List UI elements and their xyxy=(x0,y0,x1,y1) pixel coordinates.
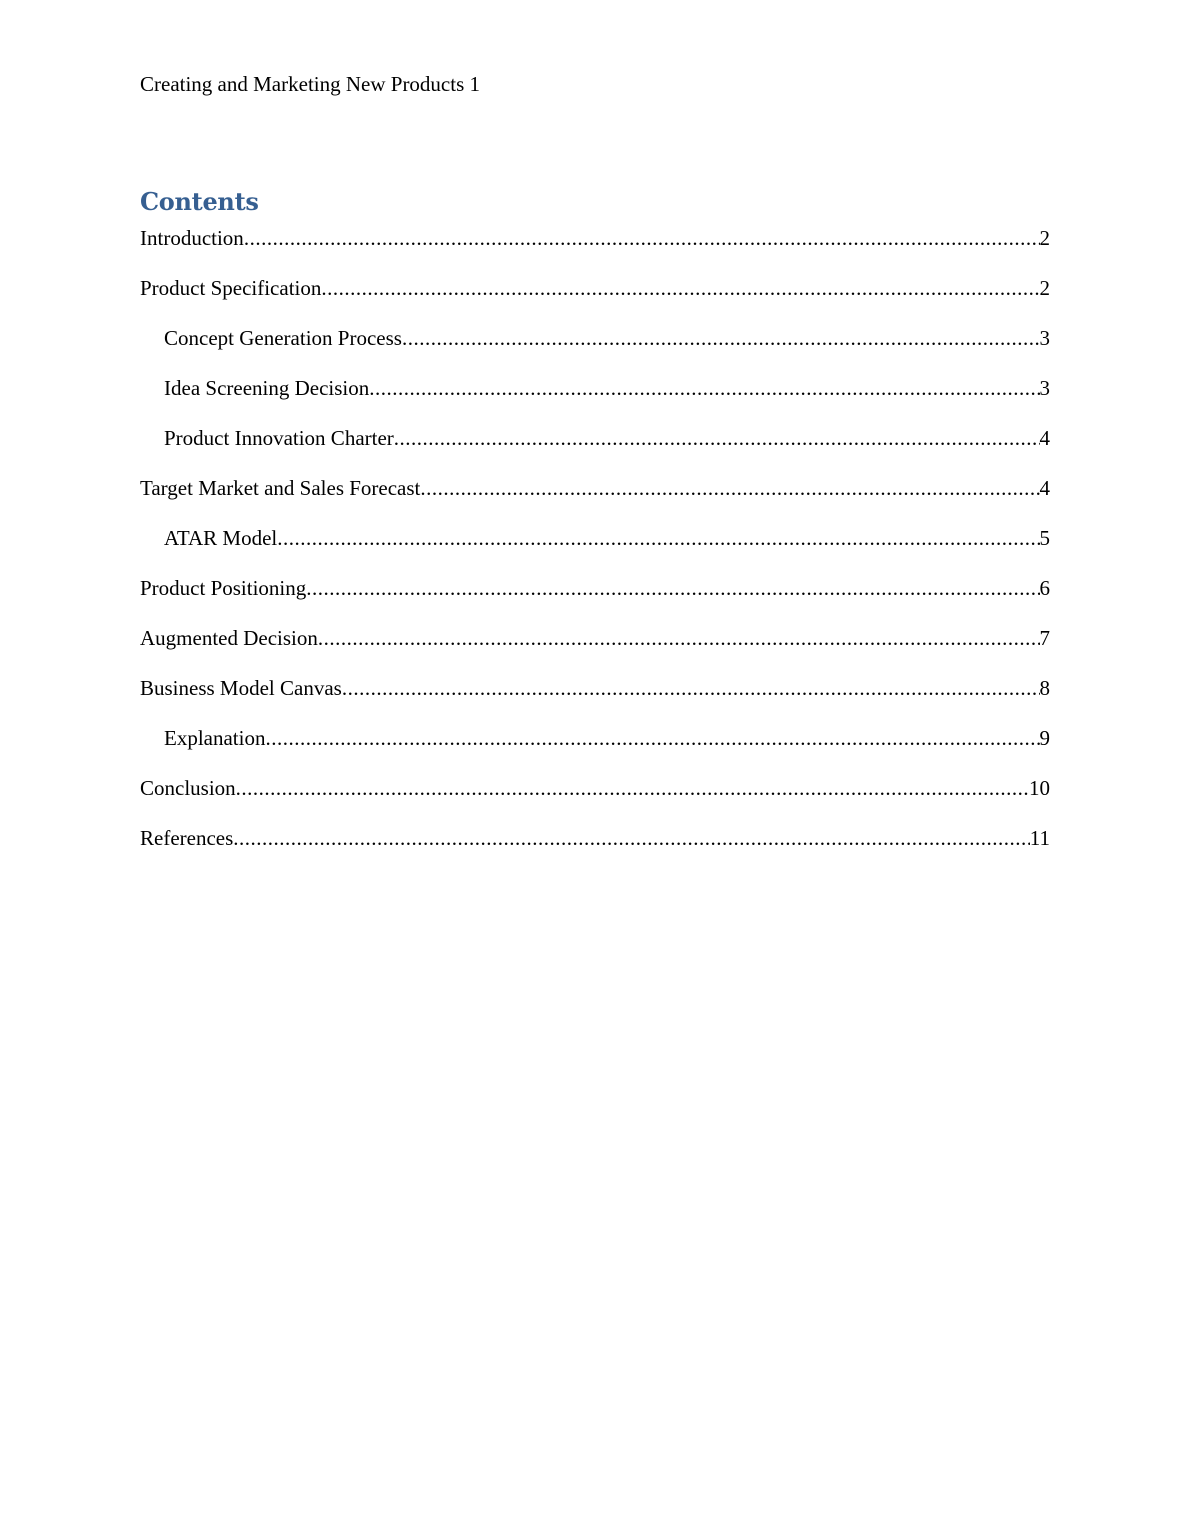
toc-entry-product-specification[interactable] xyxy=(140,274,1050,324)
toc-entry-references[interactable] xyxy=(140,824,1050,874)
dot-leader xyxy=(318,624,1040,652)
toc-entry-title: References xyxy=(140,826,234,850)
toc-entry-title: Product Positioning xyxy=(140,576,307,600)
toc-entry-page: 5 xyxy=(1039,526,1050,550)
toc-entry-page: 10 xyxy=(1029,776,1050,800)
dot-leader xyxy=(236,774,1029,802)
dot-leader xyxy=(277,524,1039,552)
dot-leader xyxy=(306,574,1039,602)
toc-entry-product-innovation-charter[interactable] xyxy=(140,424,1050,474)
toc-entry-title: Explanation xyxy=(164,726,266,750)
dot-leader xyxy=(420,474,1039,502)
dot-leader xyxy=(321,274,1039,302)
toc-entry-title: Target Market and Sales Forecast xyxy=(140,476,421,500)
toc-entry-page: 4 xyxy=(1039,426,1050,450)
toc-entry-page: 3 xyxy=(1039,376,1050,400)
toc-entry-title: Product Specification xyxy=(140,276,322,300)
table-of-contents xyxy=(140,224,1050,874)
toc-entry-idea-screening-decision[interactable] xyxy=(140,374,1050,424)
toc-entry-page: 11 xyxy=(1029,826,1050,850)
toc-entry-title: Idea Screening Decision xyxy=(164,376,370,400)
toc-entry-page: 4 xyxy=(1039,476,1050,500)
dot-leader xyxy=(402,324,1040,352)
toc-entry-augmented-decision[interactable] xyxy=(140,624,1050,674)
running-head: Creating and Marketing New Products 1 xyxy=(140,72,481,96)
dot-leader xyxy=(394,424,1040,452)
toc-entry-conclusion[interactable] xyxy=(140,774,1050,824)
toc-entry-page: 6 xyxy=(1039,576,1050,600)
toc-entry-title: Augmented Decision xyxy=(140,626,318,650)
toc-heading: Contents xyxy=(140,187,259,216)
toc-entry-atar-model[interactable] xyxy=(140,524,1050,574)
toc-entry-title: Conclusion xyxy=(140,776,236,800)
dot-leader xyxy=(233,824,1029,852)
dot-leader xyxy=(244,224,1040,252)
toc-entry-business-model-canvas[interactable] xyxy=(140,674,1050,724)
toc-entry-target-market-and-sales-forecast[interactable] xyxy=(140,474,1050,524)
toc-entry-title: ATAR Model xyxy=(164,526,278,550)
dot-leader xyxy=(265,724,1039,752)
dot-leader xyxy=(342,674,1040,702)
dot-leader xyxy=(369,374,1039,402)
toc-entry-page: 8 xyxy=(1039,676,1050,700)
toc-entry-page: 2 xyxy=(1039,276,1050,300)
toc-entry-concept-generation-process[interactable] xyxy=(140,324,1050,374)
toc-entry-page: 3 xyxy=(1039,326,1050,350)
toc-entry-title: Concept Generation Process xyxy=(164,326,402,350)
toc-entry-product-positioning[interactable] xyxy=(140,574,1050,624)
toc-entry-title: Business Model Canvas xyxy=(140,676,342,700)
toc-entry-page: 2 xyxy=(1039,226,1050,250)
toc-entry-title: Introduction xyxy=(140,226,244,250)
toc-entry-page: 7 xyxy=(1039,626,1050,650)
toc-entry-introduction[interactable] xyxy=(140,224,1050,274)
toc-entry-explanation[interactable] xyxy=(140,724,1050,774)
toc-entry-title: Product Innovation Charter xyxy=(164,426,394,450)
toc-entry-page: 9 xyxy=(1039,726,1050,750)
